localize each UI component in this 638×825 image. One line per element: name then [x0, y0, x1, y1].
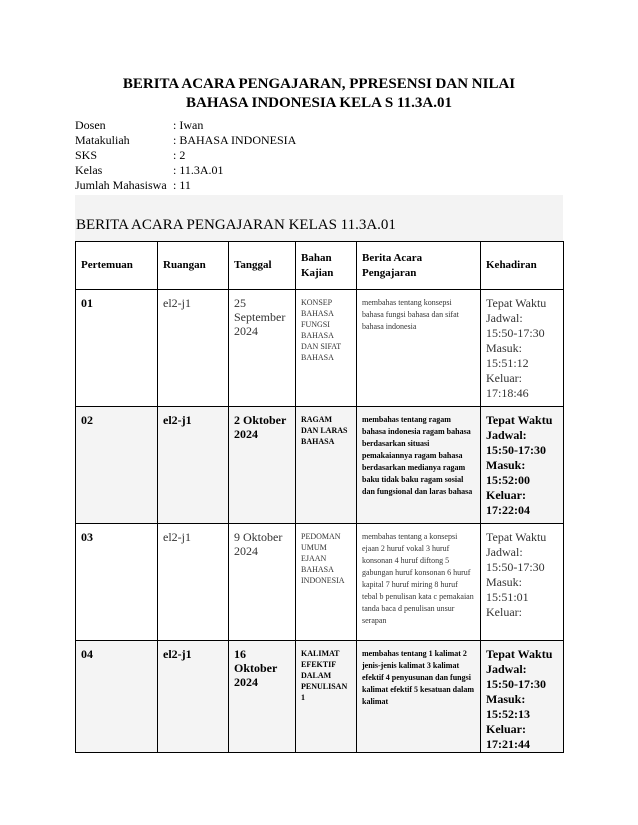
cell-kehadiran [481, 290, 564, 407]
status-text: Tepat Waktu [486, 530, 547, 544]
table-row [76, 641, 564, 753]
cell-pertemuan: 04 [76, 641, 158, 753]
cell-pertemuan: 02 [76, 407, 158, 524]
table-header-row [76, 242, 564, 290]
cell-pertemuan: 03 [76, 524, 158, 641]
cell-kehadiran [481, 641, 564, 753]
cell-ruangan: el2-j1 [158, 524, 229, 641]
cell-berita-acara: membahas tentang ragam bahasa indonesia ragam bahasa berdasarkan situasi pemakaiannya ragam bahasa berdasarkan medianya ragam baku tidak baku ragam sosial dan fungsional dan laras bahasa [357, 407, 481, 524]
cell-kehadiran [481, 407, 564, 524]
jadwal-label: Jadwal: [486, 545, 523, 559]
keluar-label: Keluar: [486, 488, 526, 502]
keluar-time: 17:18:46 [486, 386, 529, 400]
masuk-time: 15:51:12 [486, 356, 529, 370]
info-label: SKS [75, 148, 98, 162]
cell-berita-acara: membahas tentang konsepsi bahasa fungsi bahasa dan sifat bahasa indonesia [357, 290, 481, 407]
cell-tanggal: 9 Oktober 2024 [229, 524, 296, 641]
info-value: : 2 [173, 148, 186, 162]
cell-bahan-kajian: KALIMAT EFEKTIF DALAM PENULISAN 1 [296, 641, 357, 753]
cell-tanggal: 25 September 2024 [229, 290, 296, 407]
header-berita-acara: Berita Acara Pengajaran [357, 242, 481, 290]
cell-bahan-kajian: KONSEP BAHASA FUNGSI BAHASA DAN SIFAT BAHASA [296, 290, 357, 407]
keluar-label: Keluar: [486, 722, 526, 736]
info-label: Jumlah Mahasiswa [75, 178, 167, 192]
header-bahan-kajian: Bahan Kajian [296, 242, 357, 290]
masuk-time: 15:52:00 [486, 473, 530, 487]
info-value: : 11 [173, 178, 191, 192]
cell-ruangan: el2-j1 [158, 641, 229, 753]
info-label: Kelas [75, 163, 103, 177]
teaching-record-table [75, 241, 564, 753]
jadwal-time: 15:50-17:30 [486, 443, 546, 457]
status-text: Tepat Waktu [486, 413, 553, 427]
keluar-time: 17:21:44 [486, 737, 530, 751]
cell-berita-acara: membahas tentang 1 kalimat 2 jenis-jenis kalimat 3 kalimat efektif 4 penyusunan dan fungsi kalimat efektif 5 kesatuan dalam kalimat [357, 641, 481, 753]
cell-ruangan: el2-j1 [158, 407, 229, 524]
info-value: : 11.3A.01 [173, 163, 224, 177]
masuk-label: Masuk: [486, 692, 526, 706]
jadwal-time: 15:50-17:30 [486, 677, 546, 691]
jadwal-time: 15:50-17:30 [486, 560, 545, 574]
info-row-kelas [75, 163, 296, 178]
masuk-label: Masuk: [486, 458, 526, 472]
masuk-time: 15:51:01 [486, 590, 529, 604]
cell-tanggal: 2 Oktober 2024 [229, 407, 296, 524]
masuk-label: Masuk: [486, 341, 522, 355]
section-title: BERITA ACARA PENGAJARAN KELAS 11.3A.01 [76, 217, 396, 233]
title-line-1: BERITA ACARA PENGAJARAN, PPRESENSI DAN NILAI [122, 76, 516, 92]
info-value: : Iwan [173, 118, 204, 132]
cell-kehadiran [481, 524, 564, 641]
header-tanggal: Tanggal [229, 242, 296, 290]
jadwal-time: 15:50-17:30 [486, 326, 545, 340]
cell-ruangan: el2-j1 [158, 290, 229, 407]
header-kehadiran: Kehadiran [481, 242, 564, 290]
masuk-label: Masuk: [486, 575, 522, 589]
info-row-jumlah-mahasiswa [75, 178, 296, 193]
cell-tanggal: 16 Oktober 2024 [229, 641, 296, 753]
jadwal-label: Jadwal: [486, 428, 527, 442]
masuk-time: 15:52:13 [486, 707, 530, 721]
table-row [76, 290, 564, 407]
header-ruangan: Ruangan [158, 242, 229, 290]
info-row-sks [75, 148, 296, 163]
jadwal-label: Jadwal: [486, 311, 523, 325]
cell-bahan-kajian: PEDOMAN UMUM EJAAN BAHASA INDONESIA [296, 524, 357, 641]
cell-bahan-kajian: RAGAM DAN LARAS BAHASA [296, 407, 357, 524]
course-info [75, 118, 296, 193]
status-text: Tepat Waktu [486, 647, 553, 661]
keluar-label: Keluar: [486, 605, 522, 619]
cell-pertemuan: 01 [76, 290, 158, 407]
document-title [0, 75, 638, 113]
info-value: : BAHASA INDONESIA [173, 133, 297, 147]
keluar-time: 17:22:04 [486, 503, 530, 517]
table-row [76, 407, 564, 524]
status-text: Tepat Waktu [486, 296, 547, 310]
info-row-dosen [75, 118, 296, 133]
keluar-label: Keluar: [486, 371, 522, 385]
table-row [76, 524, 564, 641]
info-label: Dosen [75, 118, 106, 132]
info-row-matakuliah [75, 133, 296, 148]
cell-berita-acara: membahas tentang a konsepsi ejaan 2 huruf vokal 3 huruf konsonan 4 huruf diftong 5 gabungan huruf konsonan 6 huruf kapital 7 huruf miring 8 huruf tebal b penulisan kata c pemakaian tanda baca d penulisan unsur serapan [357, 524, 481, 641]
title-line-2: BAHASA INDONESIA KELA S 11.3A.01 [186, 95, 452, 111]
info-label: Matakuliah [75, 133, 130, 147]
header-pertemuan: Pertemuan [76, 242, 158, 290]
jadwal-label: Jadwal: [486, 662, 527, 676]
